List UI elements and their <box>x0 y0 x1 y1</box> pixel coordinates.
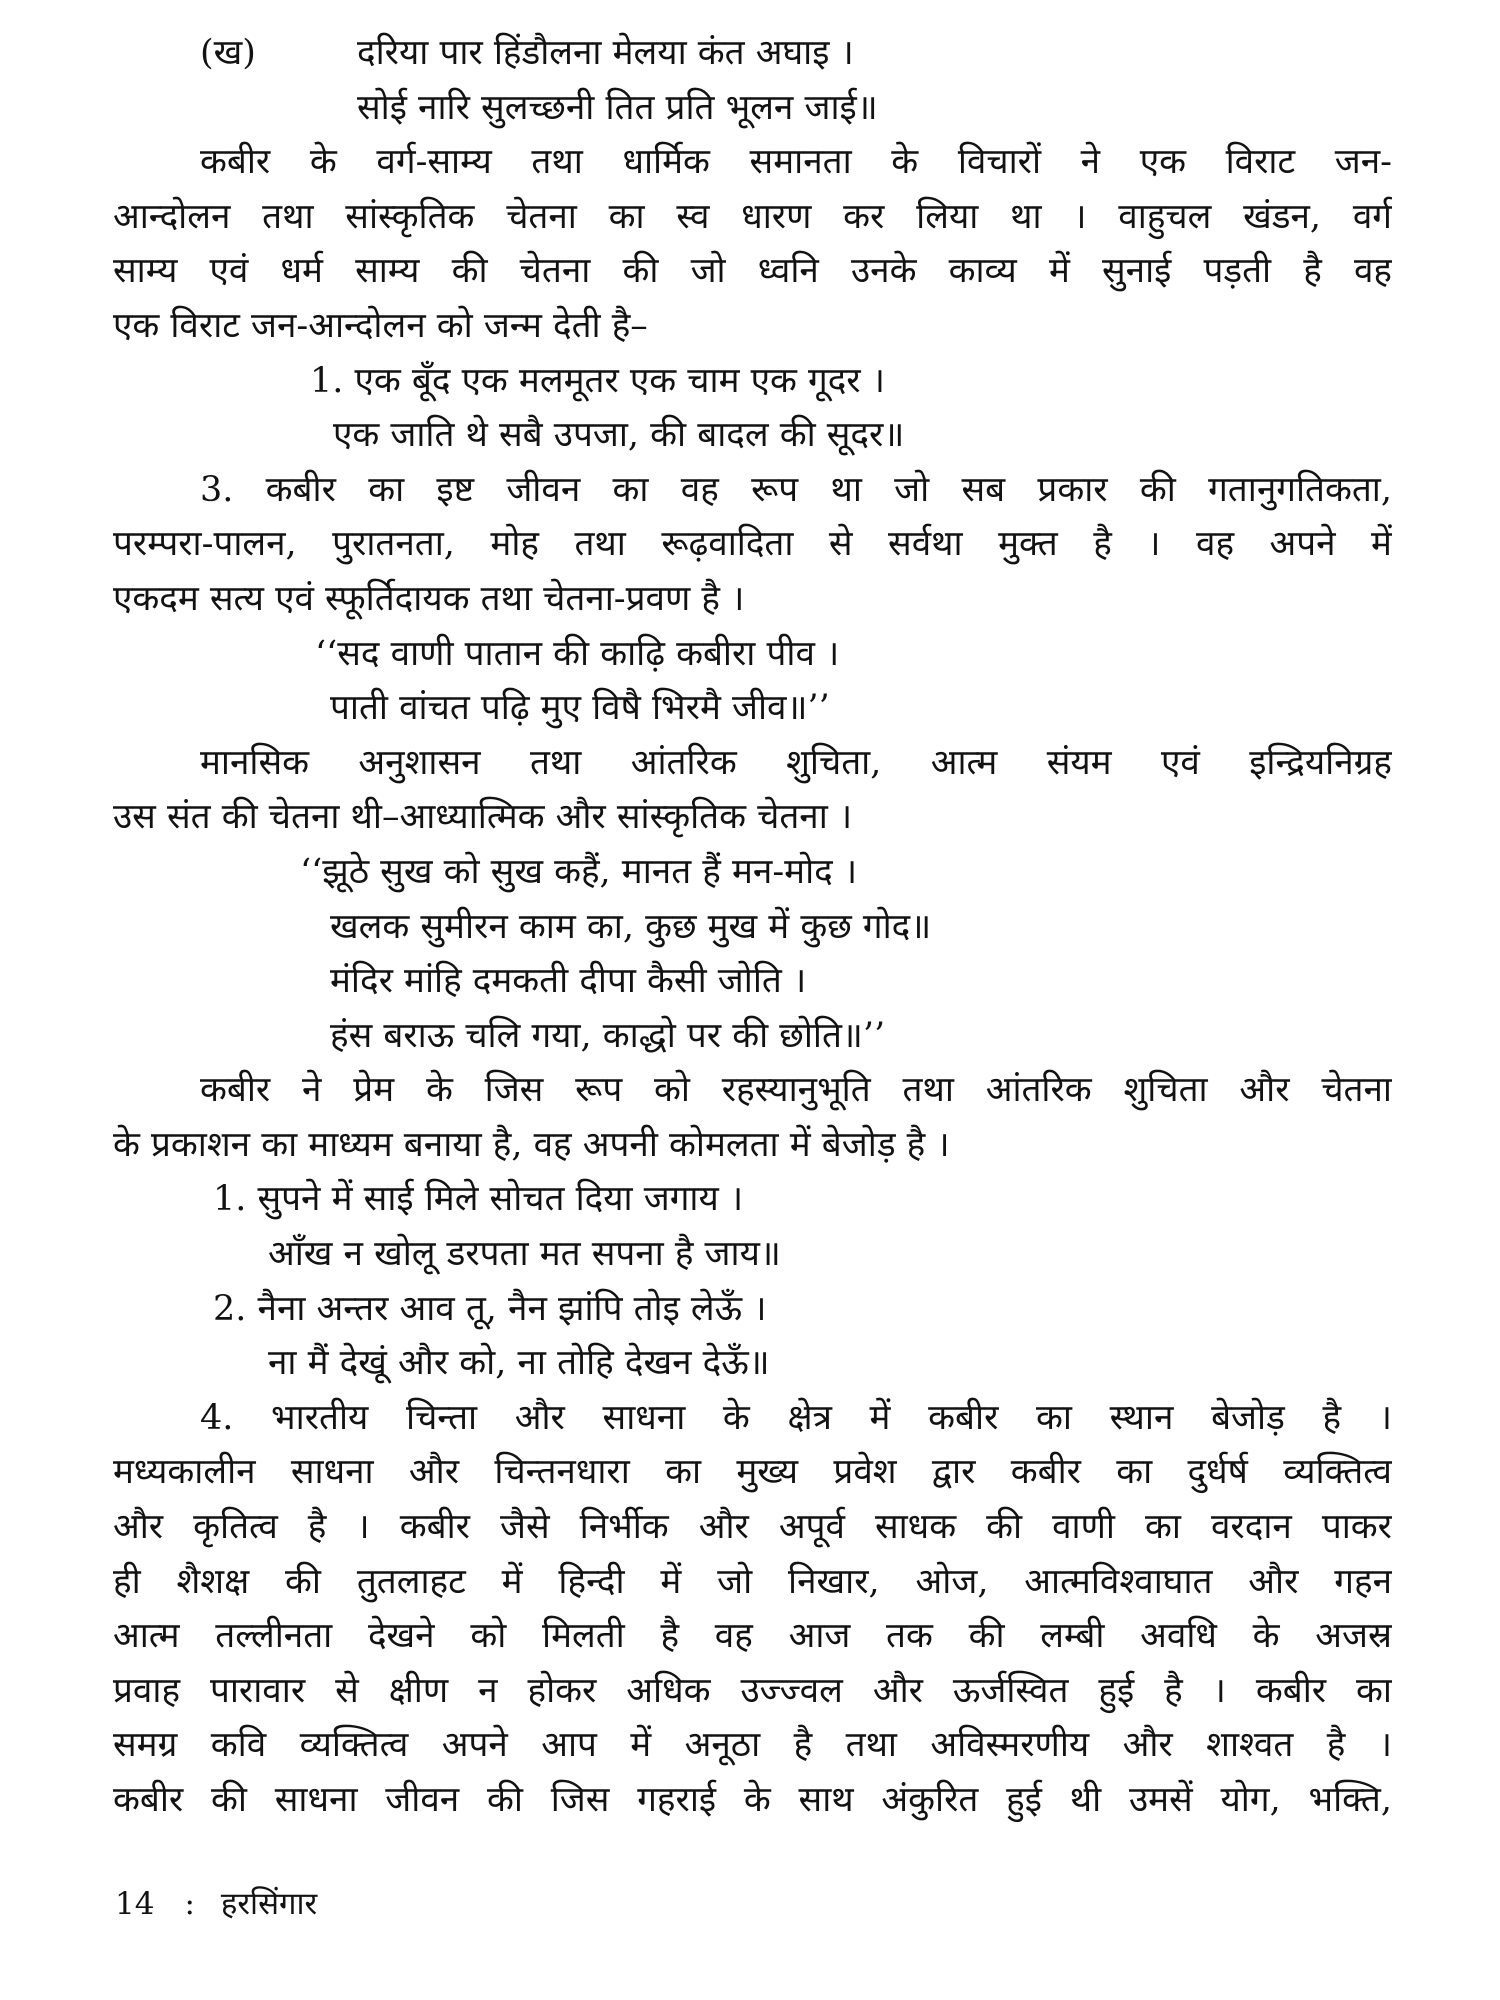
paragraph-line: के प्रकाशन का माध्यम बनाया है, वह अपनी कोमलता में बेजोड़ है । <box>113 1124 950 1165</box>
book-title: हरसिंगार <box>220 1886 318 1922</box>
verse-block <box>113 627 1392 736</box>
paragraph-line: एक विराट जन-आन्दोलन को जन्म देती है– <box>113 305 648 346</box>
paragraph-line: 4. भारतीय चिन्ता और साधना के क्षेत्र में कबीर का स्थान बेजोड़ है । <box>200 1397 1392 1438</box>
verse-line: आँख न खोलू डरपता मत सपना है जाय॥ <box>268 1234 781 1275</box>
verse-block <box>113 354 1392 463</box>
page-footer <box>115 1882 317 1926</box>
paragraph-line: आत्म तल्लीनता देखने को मिलती है वह आज तक की लम्बी अवधि के अजस्र <box>113 1616 1392 1657</box>
verse-line: सोई नारि सुलच्छनी तित प्रति भूलन जाई॥ <box>357 87 878 128</box>
paragraph <box>113 1063 1392 1172</box>
paragraph-line: प्रवाह पारावार से क्षीण न होकर अधिक उज्ज्वल और ऊर्जस्वित हुई है । कबीर का <box>113 1670 1392 1711</box>
paragraph-line: आन्दोलन तथा सांस्कृतिक चेतना का स्व धारण कर लिया था । वाहुचल खंडन, वर्ग <box>113 196 1392 237</box>
verse-line: 1. एक बूँद एक मलमूतर एक चाम एक गूदर । <box>310 360 885 401</box>
paragraph-line: कबीर के वर्ग-साम्य तथा धार्मिक समानता के विचारों ने एक विराट जन- <box>200 142 1392 183</box>
verse-line: हंस बराऊ चलि गया, काद्धो पर की छोति॥’’ <box>330 1015 886 1056</box>
paragraph-line: मानसिक अनुशासन तथा आंतरिक शुचिता, आत्म संयम एवं इन्द्रियनिग्रह <box>200 742 1392 783</box>
verse-line: एक जाति थे सबै उपजा, की बादल की सूदर॥ <box>333 415 905 456</box>
verse-line: खलक सुमीरन काम का, कुछ मुख में कुछ गोद॥ <box>330 906 932 947</box>
footer-separator: : <box>184 1886 195 1922</box>
verse-line: 2. नैना अन्तर आव तू, नैन झांपि तोइ लेऊँ । <box>213 1288 767 1329</box>
paragraph <box>113 736 1392 845</box>
verse-line: ‘‘सद वाणी पातान की काढ़ि कबीरा पीव । <box>315 633 840 674</box>
paragraph-line: परम्परा-पालन, पुरातनता, मोह तथा रूढ़वादिता से सर्वथा मुक्त है । वह अपने में <box>113 524 1392 565</box>
page-content <box>113 26 1392 1828</box>
verse-line: दरिया पार हिंडौलना मेलया कंत अघाइ । <box>357 33 854 73</box>
paragraph <box>113 463 1392 627</box>
verse-block-kha <box>113 26 1392 135</box>
paragraph-line: और कृतित्व है । कबीर जैसे निर्भीक और अपूर्व साधक की वाणी का वरदान पाकर <box>113 1507 1392 1548</box>
paragraph-line: कबीर की साधना जीवन की जिस गहराई के साथ अंकुरित हुई थी उमसें योग, भक्ति, <box>113 1780 1392 1820</box>
paragraph <box>113 1391 1392 1828</box>
paragraph-line: साम्य एवं धर्म साम्य की चेतना की जो ध्वनि उनके काव्य में सुनाई पड़ती है वह <box>113 251 1392 292</box>
paragraph-line: कबीर ने प्रेम के जिस रूप को रहस्यानुभूति तथा आंतरिक शुचिता और चेतना <box>200 1070 1392 1111</box>
page-number: 14 <box>115 1886 155 1922</box>
verse-block <box>113 845 1392 1063</box>
verse-label: (ख) <box>200 33 256 73</box>
paragraph-line: उस संत की चेतना थी–आध्यात्मिक और सांस्कृतिक चेतना । <box>113 797 853 838</box>
paragraph-line: मध्यकालीन साधना और चिन्तनधारा का मुख्य प्रवेश द्वार कबीर का दुर्धर्ष व्यक्तित्व <box>113 1452 1392 1493</box>
verse-line: 1. सुपने में साई मिले सोचत दिया जगाय । <box>213 1179 744 1220</box>
verse-block-numbered <box>113 1172 1392 1390</box>
verse-line: ‘‘झूठे सुख को सुख कहैं, मानत हैं मन-मोद । <box>300 851 858 892</box>
paragraph-line: 3. कबीर का इष्ट जीवन का वह रूप था जो सब प्रकार की गतानुगतिकता, <box>200 469 1392 510</box>
paragraph-line: ही शैशक्ष की तुतलाहट में हिन्दी में जो निखार, ओज, आत्मविश्वाघात और गहन <box>113 1561 1392 1602</box>
paragraph <box>113 135 1392 353</box>
paragraph-line: एकदम सत्य एवं स्फूर्तिदायक तथा चेतना-प्रवण है । <box>113 578 745 619</box>
verse-line: पाती वांचत पढ़ि मुए विषै भिरमै जीव॥’’ <box>330 688 830 729</box>
paragraph-line: समग्र कवि व्यक्तित्व अपने आप में अनूठा है तथा अविस्मरणीय और शाश्वत है । <box>113 1725 1392 1766</box>
verse-line: मंदिर मांहि दमकती दीपा कैसी जोति । <box>330 961 807 1002</box>
verse-line: ना मैं देखूं और को, ना तोहि देखन देऊँ॥ <box>268 1343 770 1384</box>
